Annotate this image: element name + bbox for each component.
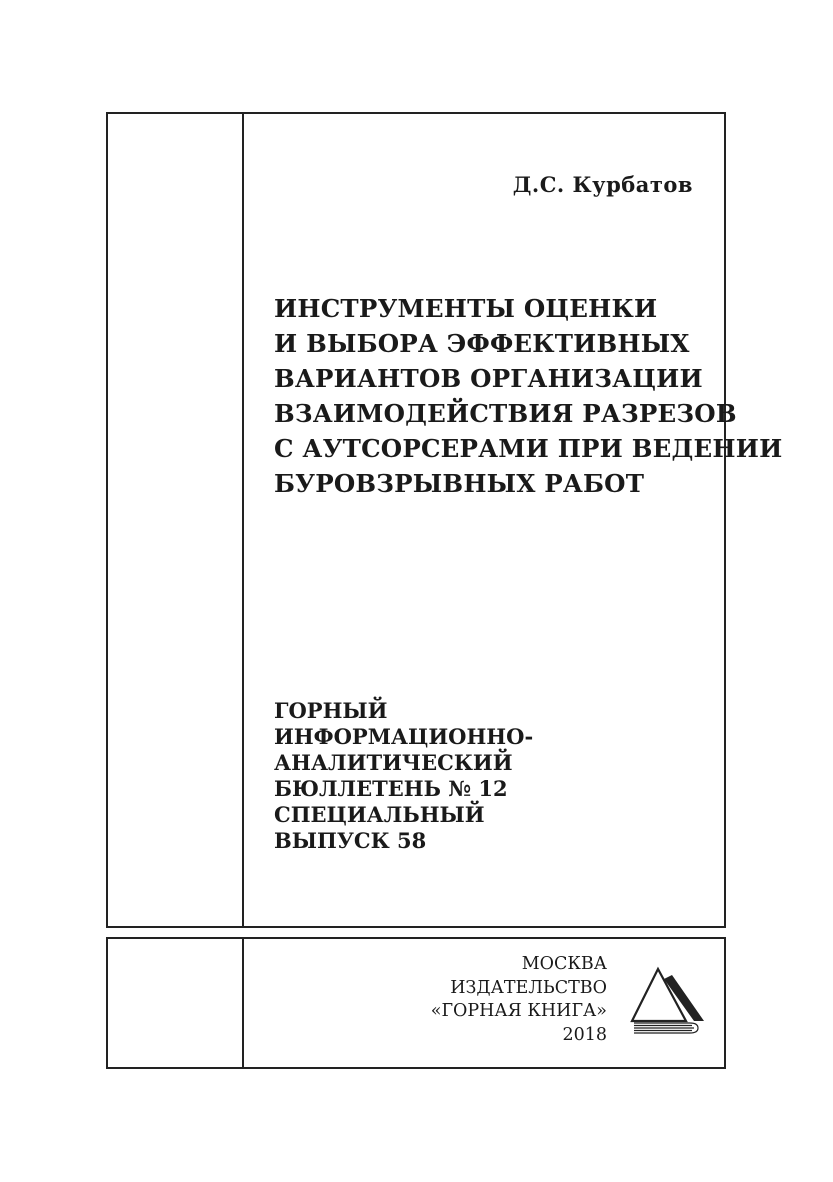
title-line: ИНСТРУМЕНТЫ ОЦЕНКИ — [274, 294, 658, 323]
series-line: СПЕЦИАЛЬНЫЙ — [274, 802, 485, 827]
publisher-imprint — [431, 953, 607, 1047]
series-line: АНАЛИТИЧЕСКИЙ — [274, 750, 513, 775]
publisher-frame-divider — [242, 939, 244, 1067]
title-line: БУРОВЗРЫВНЫХ РАБОТ — [274, 469, 645, 498]
publisher-logo-icon — [628, 965, 710, 1041]
publication-year: 2018 — [562, 1024, 607, 1045]
series-line: ГОРНЫЙ — [274, 698, 388, 723]
title-line: И ВЫБОРА ЭФФЕКТИВНЫХ — [274, 329, 690, 358]
series-line: ВЫПУСК 58 — [274, 828, 427, 853]
series-name — [274, 698, 533, 854]
series-line: ИНФОРМАЦИОННО- — [274, 724, 534, 749]
series-line: БЮЛЛЕТЕНЬ № 12 — [274, 776, 508, 801]
publisher-label: ИЗДАТЕЛЬСТВО — [450, 977, 607, 998]
book-title — [274, 291, 782, 501]
publisher-name: «ГОРНАЯ КНИГА» — [430, 1001, 607, 1021]
publisher-city: МОСКВА — [521, 954, 607, 974]
title-line: ВАРИАНТОВ ОРГАНИЗАЦИИ — [274, 364, 703, 393]
title-line: С АУТСОРСЕРАМИ ПРИ ВЕДЕНИИ — [274, 434, 783, 463]
title-line: ВЗАИМОДЕЙСТВИЯ РАЗРЕЗОВ — [274, 399, 737, 428]
title-frame-divider — [242, 114, 244, 926]
author-name: Д.С. Курбатов — [512, 172, 693, 197]
